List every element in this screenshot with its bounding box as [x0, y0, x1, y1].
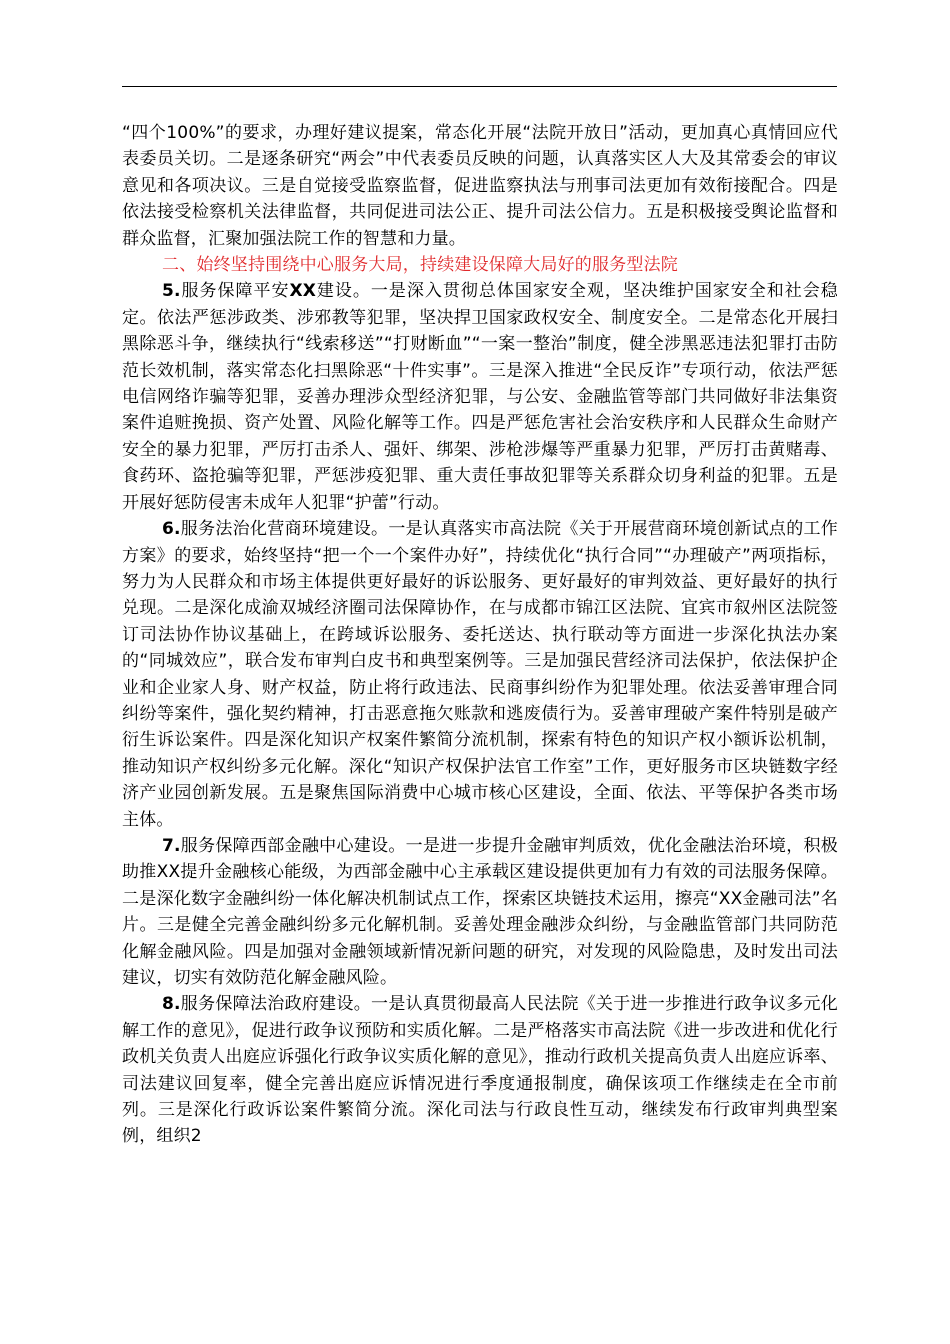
paragraph-item-6 — [122, 516, 838, 833]
paragraph-oversight: “四个100%”的要求，办理好建议提案，常态化开展“法院开放日”活动，更加真心真情回应代表委员关切。二是逐条研究“两会”中代表委员反映的问题，认真落实区人大及其常委会的审议意见和各项决议。三是自觉接受监察监督，促进监察执法与刑事司法更加有效衔接配合。四是依法接受检察机关法律监督，共同促进司法公正、提升司法公信力。五是积极接受舆论监督和群众监督，汇聚加强法院工作的智慧和力量。 — [122, 123, 838, 249]
item-5-lead: 服务保障平安 — [180, 281, 290, 302]
item-5-text: 建设。一是深入贯彻总体国家安全观，坚决维护国家安全和社会稳定。依法严惩涉政类、涉邪教等犯罪，坚决捍卫国家政权安全、制度安全。二是常态化开展扫黑除恶斗争，继续执行“线索移送”“打财断血”“一案一整治”制度，健全涉黑恶违法犯罪打击防范长效机制，落实常态化扫黑除恶“十件实事”。三是深入推进“全民反诈”专项行动，依法严惩电信网络诈骗等犯罪，妥善办理涉众型经济犯罪，与公安、金融监管等部门共同做好非法集资案件追赃挽损、资产处置、风险化解等工作。四是严惩危害社会治安秩序和人民群众生命财产安全的暴力犯罪，严厉打击杀人、强奸、绑架、涉枪涉爆等严重暴力犯罪，严厉打击黄赌毒、食药环、盗抢骗等犯罪，严惩涉疫犯罪、重大责任事故犯罪等关系群众切身利益的犯罪。五是开展好惩防侵害未成年人犯罪“护蕾”行动。 — [122, 281, 838, 513]
item-5-bold: XX — [289, 281, 317, 302]
paragraph-item-5 — [122, 278, 838, 516]
header-rule — [122, 86, 837, 87]
section-heading: 二、始终坚持围绕中心服务大局，持续建设保障大局好的服务型法院 — [162, 255, 678, 276]
item-number: 8. — [162, 994, 181, 1015]
item-7-text: 服务保障西部金融中心建设。一是进一步提升金融审判质效，优化金融法治环境，积极助推XX提升金融核心能级，为西部金融中心主承载区建设提供更加有力有效的司法服务保障。二是深化数字金融纠纷一体化解决机制试点工作，探索区块链技术运用，擦亮“XX金融司法”名片。三是健全完善金融纠纷多元化解机制。妥善处理金融涉众纠纷，与金融监管部门共同防范化解金融风险。四是加强对金融领域新情况新问题的研究，对发现的风险隐患，及时发出司法建议，切实有效防范化解金融风险。 — [122, 835, 838, 988]
document-body — [122, 120, 838, 1150]
item-number: 5. — [162, 281, 181, 302]
paragraph-item-7 — [122, 833, 838, 991]
item-number: 7. — [162, 835, 181, 856]
item-8-text: 服务保障法治政府建设。一是认真贯彻最高人民法院《关于进一步推进行政争议多元化解工作的意见》，促进行政争议预防和实质化解。二是严格落实市高法院《进一步改进和优化行政机关负责人出庭应诉强化行政争议实质化解的意见》，推动行政机关提高负责人出庭应诉率、司法建议回复率，健全完善出庭应诉情况进行季度通报制度，确保该项工作继续走在全市前列。三是深化行政诉讼案件繁简分流。深化司法与行政良性互动，继续发布行政审判典型案例，组织2 — [122, 994, 838, 1147]
item-6-text: 服务法治化营商环境建设。一是认真落实市高法院《关于开展营商环境创新试点的工作方案》的要求，始终坚持“把一个一个案件办好”，持续优化“执行合同”“办理破产”两项指标，努力为人民群众和市场主体提供更好最好的诉讼服务、更好最好的审判效益、更好最好的执行兑现。二是深化成渝双城经济圈司法保障协作，在与成都市锦江区法院、宜宾市叙州区法院签订司法协作协议基础上，在跨域诉讼服务、委托送达、执行联动等方面进一步深化执法办案的“同城效应”，联合发布审判白皮书和典型案例等。三是加强民营经济司法保护，依法保护企业和企业家人身、财产权益，防止将行政违法、民商事纠纷作为犯罪处理。依法妥善审理合同纠纷等案件，强化契约精神，打击恶意拖欠账款和逃废债行为。妥善审理破产案件特别是破产衍生诉讼案件。四是深化知识产权案件繁简分流机制，探索有特色的知识产权小额诉讼机制，推动知识产权纠纷多元化解。深化“知识产权保护法官工作室”工作，更好服务市区块链数字经济产业园创新发展。五是聚焦国际消费中心城市核心区建设，全面、依法、平等保护各类市场主体。 — [122, 519, 838, 830]
item-number: 6. — [162, 519, 181, 540]
paragraph-item-8 — [122, 991, 838, 1149]
